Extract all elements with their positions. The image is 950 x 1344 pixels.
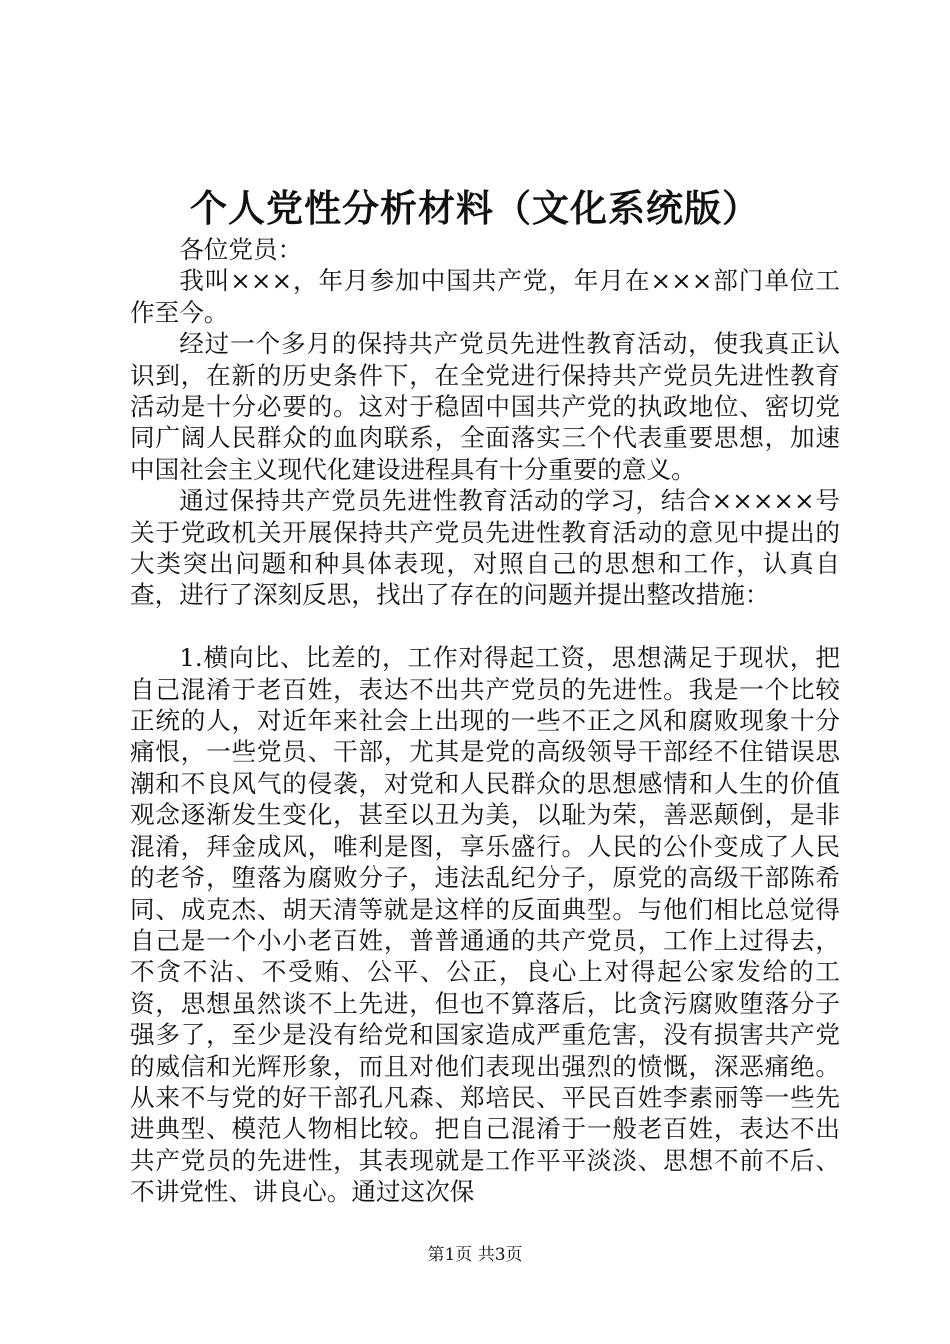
document-body: [130, 234, 840, 1208]
page-footer: 第1页 共3页: [427, 1245, 523, 1265]
paragraph-introduction: 我叫×××，年月参加中国共产党，年月在×××部门单位工作至今。: [130, 266, 840, 327]
paragraph-issue-1: 1.横向比、比差的，工作对得起工资，思想满足于现状，把自己混淆于老百姓，表达不出共产党员的先进性。我是一个比较正统的人，对近年来社会上出现的一些不正之风和腐败现象十分痛恨，一些党员、干部，尤其是党的高级领导干部经不住错误思潮和不良风气的侵袭，对党和人民群众的思想感情和人生的价值观念逐渐发生变化，甚至以丑为美，以耻为荣，善恶颠倒，是非混淆，拜金成风，唯利是图，享乐盛行。人民的公仆变成了人民的老爷，堕落为腐败分子，违法乱纪分子，原党的高级干部陈希同、成克杰、胡天清等就是这样的反面典型。与他们相比总觉得自己是一个小小老百姓，普普通通的共产党员，工作上过得去，不贪不沾、不受贿、公平、公正，良心上对得起公家发给的工资，思想虽然谈不上先进，但也不算落后，比贪污腐败堕落分子强多了，至少是没有给党和国家造成严重危害，没有损害共产党的威信和光辉形象，而且对他们表现出强烈的愤慨，深恶痛绝。从来不与党的好干部孔凡森、郑培民、平民百姓李素丽等一些先进典型、模范人物相比较。把自己混淆于一般老百姓，表达不出共产党员的先进性，其表现就是工作平平淡淡、思想不前不后、不讲党性、讲良心。通过这次保: [130, 643, 840, 1207]
document-title: 个人党性分析材料（文化系统版）: [190, 187, 760, 230]
salutation: 各位党员：: [179, 235, 303, 264]
paragraph-self-review: 通过保持共产党员先进性教育活动的学习，结合×××××号关于党政机关开展保持共产党员先进性教育活动的意见中提出的大类突出问题和种具体表现，对照自己的思想和工作，认真自查，进行了深刻反思，找出了存在的问题并提出整改措施：: [130, 486, 840, 610]
paragraph-understanding: 经过一个多月的保持共产党员先进性教育活动，使我真正认识到，在新的历史条件下，在全党进行保持共产党员先进性教育活动是十分必要的。这对于稳固中国共产党的执政地位、密切党同广阔人民群众的血肉联系，全面落实三个代表重要思想，加速中国社会主义现代化建设进程具有十分重要的意义。: [130, 329, 840, 484]
